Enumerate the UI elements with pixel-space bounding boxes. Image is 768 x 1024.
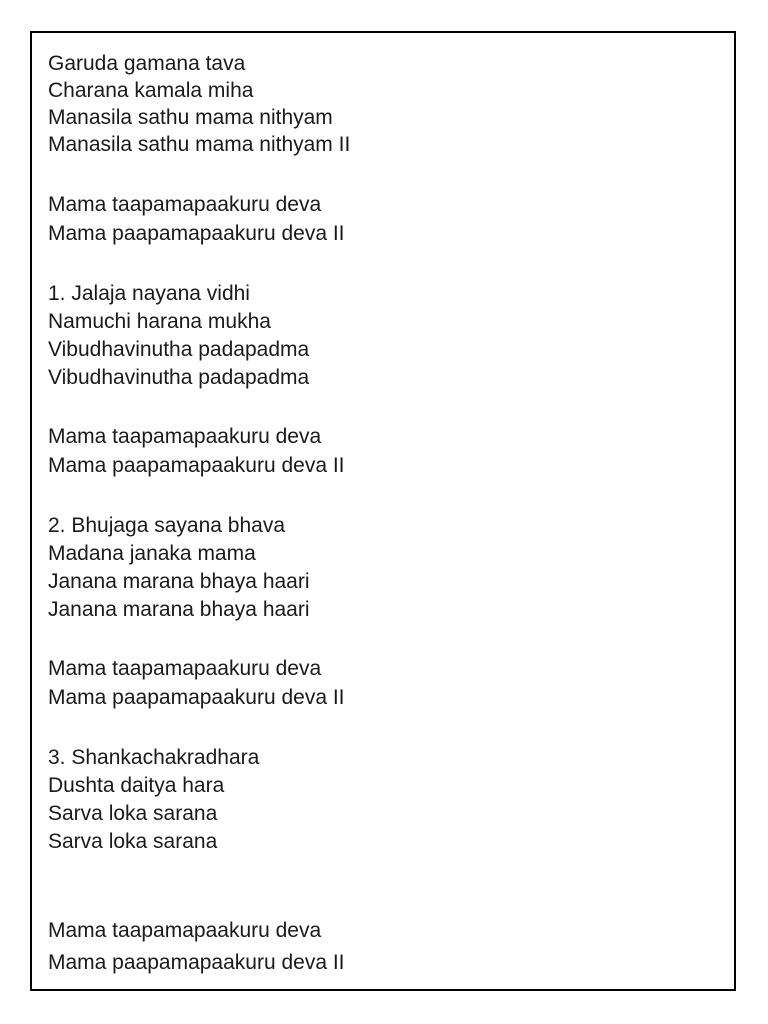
verse-2-line: Madana janaka mama: [48, 542, 256, 565]
verse-2-line: Janana marana bhaya haari: [48, 598, 310, 621]
verse-3-line: Sarva loka sarana: [48, 830, 218, 853]
lyric-line: Garuda gamana tava: [48, 52, 246, 75]
refrain-line: Mama taapamapaakuru deva: [48, 919, 322, 942]
refrain-line: Mama paapamapaakuru deva II: [48, 222, 345, 245]
refrain-line: Mama taapamapaakuru deva: [48, 425, 322, 448]
lyric-line: Charana kamala miha: [48, 79, 254, 102]
verse-2-line: Janana marana bhaya haari: [48, 570, 310, 593]
verse-3-line: Dushta daitya hara: [48, 774, 225, 797]
refrain-line: Mama paapamapaakuru deva II: [48, 454, 345, 477]
verse-3-line: 3. Shankachakradhara: [48, 746, 260, 769]
verse-3-line: Sarva loka sarana: [48, 802, 218, 825]
lyric-line: Manasila sathu mama nithyam II: [48, 133, 351, 156]
verse-1-line: Vibudhavinutha padapadma: [48, 338, 310, 361]
verse-1-line: 1. Jalaja nayana vidhi: [48, 282, 250, 305]
refrain-line: Mama taapamapaakuru deva: [48, 193, 322, 216]
refrain-line: Mama taapamapaakuru deva: [48, 657, 322, 680]
verse-1-line: Vibudhavinutha padapadma: [48, 366, 310, 389]
lyrics-box: [30, 31, 736, 991]
verse-2-line: 2. Bhujaga sayana bhava: [48, 514, 286, 537]
refrain-line: Mama paapamapaakuru deva II: [48, 951, 345, 974]
verse-1-line: Namuchi harana mukha: [48, 310, 271, 333]
refrain-line: Mama paapamapaakuru deva II: [48, 686, 345, 709]
lyric-line: Manasila sathu mama nithyam: [48, 106, 333, 129]
